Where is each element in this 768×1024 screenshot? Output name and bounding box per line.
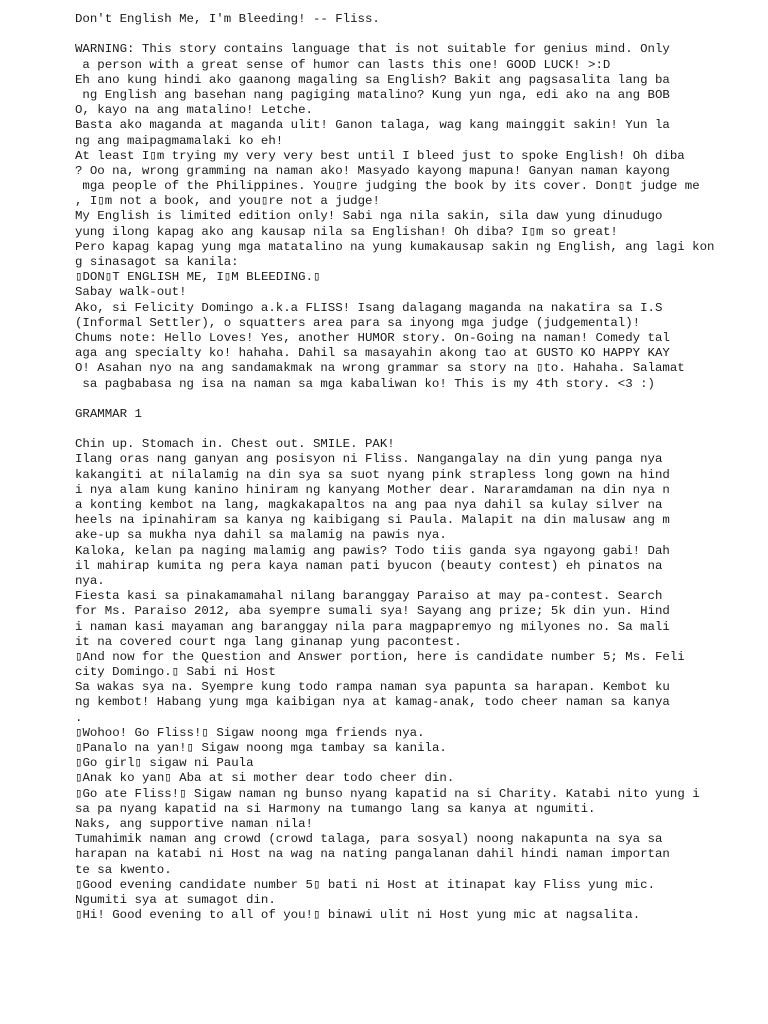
text-line: i nya alam kung kanino hiniram ng kanyang Mother dear. Nararamdaman na din nya n: [75, 482, 670, 497]
text-line: ▯Anak ko yan▯ Aba at si mother dear todo cheer din.: [75, 771, 455, 786]
text-line: Fiesta kasi sa pinakamamahal nilang baranggay Paraiso at may pa-contest. Search: [75, 589, 663, 604]
text-line: ▯DON▯T ENGLISH ME, I▯M BLEEDING.▯: [75, 270, 321, 285]
text-line: Sa wakas sya na. Syempre kung todo rampa naman sya papunta sa harapan. Kembot ku: [75, 680, 670, 695]
text-line: GRAMMAR 1: [75, 406, 142, 421]
text-line: Chin up. Stomach in. Chest out. SMILE. PAK!: [75, 437, 395, 452]
text-line: ▯Go girl▯ sigaw ni Paula: [75, 756, 254, 771]
text-line: At least I▯m trying my very very best until I bleed just to spoke English! Oh diba: [75, 148, 685, 163]
text-line: Don't English Me, I'm Bleeding! -- Fliss.: [75, 12, 380, 26]
text-line: mga people of the Philippines. You▯re judging the book by its cover. Don▯t judge me: [75, 179, 700, 194]
text-line: it na covered court nga lang ginanap yung pacontest.: [75, 634, 462, 649]
text-line: O, kayo na ang matalino! Letche.: [75, 103, 313, 118]
text-line: a person with a great sense of humor can lasts this one! GOOD LUCK! >:D: [75, 57, 611, 72]
text-line: ake-up sa mukha nya dahil sa malamig na pawis nya.: [75, 528, 447, 543]
text-line: Ilang oras nang ganyan ang posisyon ni Fliss. Nangangalay na din yung panga nya: [75, 452, 663, 467]
text-line: Ngumiti sya at sumagot din.: [75, 892, 276, 907]
text-line: ▯Good evening candidate number 5▯ bati ni Host at itinapat kay Fliss yung mic.: [75, 877, 656, 892]
text-line: [75, 392, 715, 407]
text-line: Eh ano kung hindi ako gaanong magaling sa English? Bakit ang pagsasalita lang ba: [75, 72, 670, 87]
text-line: My English is limited edition only! Sabi nga nila sakin, sila daw yung dinudugo: [75, 209, 663, 224]
text-line: , I▯m not a book, and you▯re not a judge!: [75, 194, 380, 209]
text-line: Sabay walk-out!: [75, 285, 187, 300]
text-line: ng English ang basehan nang pagiging matalino? Kung yun nga, edi ako na ang BOB: [75, 87, 670, 102]
text-line: ? Oo na, wrong gramming na naman ako! Masyado kayong mapuna! Ganyan naman kayong: [75, 163, 670, 178]
text-line: harapan na katabi ni Host na wag na nating pangalanan dahil hindi naman importan: [75, 847, 670, 862]
text-line: a konting kembot na lang, magkakapaltos na ang paa nya dahil sa kulay silver na: [75, 498, 663, 512]
text-line: g sinasagot sa kanila:: [75, 255, 239, 269]
text-line: yung ilong kapag ako ang kausap nila sa Englishan! Oh diba? I▯m so great!: [75, 224, 618, 239]
text-line: heels na ipinahiram sa kanya ng kaibigang si Paula. Malapit na din malusaw ang m: [75, 513, 670, 528]
text-line: Basta ako maganda at maganda ulit! Ganon talaga, wag kang mainggit sakin! Yun la: [75, 118, 670, 133]
text-line: ng kembot! Habang yung mga kaibigan nya at kamag-anak, todo cheer naman sa kanya: [75, 695, 670, 710]
text-line: ▯And now for the Question and Answer portion, here is candidate number 5; Ms. Feli: [75, 649, 685, 664]
text-line: Pero kapag kapag yung mga matatalino na yung kumakausap sakin ng English, ang lagi kon: [75, 239, 715, 254]
text-line: Chums note: Hello Loves! Yes, another HUMOR story. On-Going na naman! Comedy tal: [75, 330, 670, 345]
text-line: (Informal Settler), o squatters area para sa inyong mga judge (judgemental)!: [75, 315, 641, 330]
text-line: [75, 27, 715, 42]
text-line: te sa kwento.: [75, 862, 172, 877]
text-line: Naks, ang supportive naman nila!: [75, 816, 313, 831]
text-line: ▯Hi! Good evening to all of you!▯ binawi ulit ni Host yung mic at nagsalita.: [75, 908, 641, 923]
text-line: sa pagbabasa ng isa na naman sa mga kabaliwan ko! This is my 4th story. <3 :): [75, 376, 655, 391]
text-line: ng ang maipagmamalaki ko eh!: [75, 133, 284, 148]
text-line: ▯Go ate Fliss!▯ Sigaw naman ng bunso nyang kapatid na si Charity. Katabi nito yung i: [75, 786, 700, 801]
document-text: [75, 12, 715, 923]
text-line: kakangiti at nilalamig na din sya sa suot nyang pink strapless long gown na hind: [75, 467, 670, 482]
text-line: .: [75, 710, 83, 725]
text-line: O! Asahan nyo na ang sandamakmak na wrong grammar sa story na ▯to. Hahaha. Salamat: [75, 361, 685, 376]
text-line: Kaloka, kelan pa naging malamig ang pawis? Todo tiis ganda sya ngayong gabi! Dah: [75, 543, 670, 558]
text-line: Ako, si Felicity Domingo a.k.a FLISS! Isang dalagang maganda na nakatira sa I.S: [75, 300, 663, 315]
text-line: il mahirap kumita ng pera kaya naman pati byucon (beauty contest) eh pinatos na: [75, 558, 663, 573]
text-line: nya.: [75, 573, 105, 588]
text-line: for Ms. Paraiso 2012, aba syempre sumali sya! Sayang ang prize; 5k din yun. Hind: [75, 604, 670, 619]
text-line: ▯Panalo na yan!▯ Sigaw noong mga tambay sa kanila.: [75, 741, 447, 755]
text-line: ▯Wohoo! Go Fliss!▯ Sigaw noong mga friends nya.: [75, 725, 425, 740]
text-line: [75, 422, 715, 437]
text-line: Tumahimik naman ang crowd (crowd talaga, para sosyal) noong nakapunta na sya sa: [75, 832, 663, 847]
text-line: sa pa nyang kapatid na si Harmony na tumango lang sa kanya at ngumiti.: [75, 801, 596, 816]
text-line: city Domingo.▯ Sabi ni Host: [75, 665, 276, 680]
text-line: aga ang specialty ko! hahaha. Dahil sa masayahin akong tao at GUSTO KO HAPPY KAY: [75, 346, 670, 361]
text-line: WARNING: This story contains language that is not suitable for genius mind. Only: [75, 42, 670, 57]
text-line: i naman kasi mayaman ang baranggay nila para magpapremyo ng milyones no. Sa mali: [75, 619, 670, 634]
